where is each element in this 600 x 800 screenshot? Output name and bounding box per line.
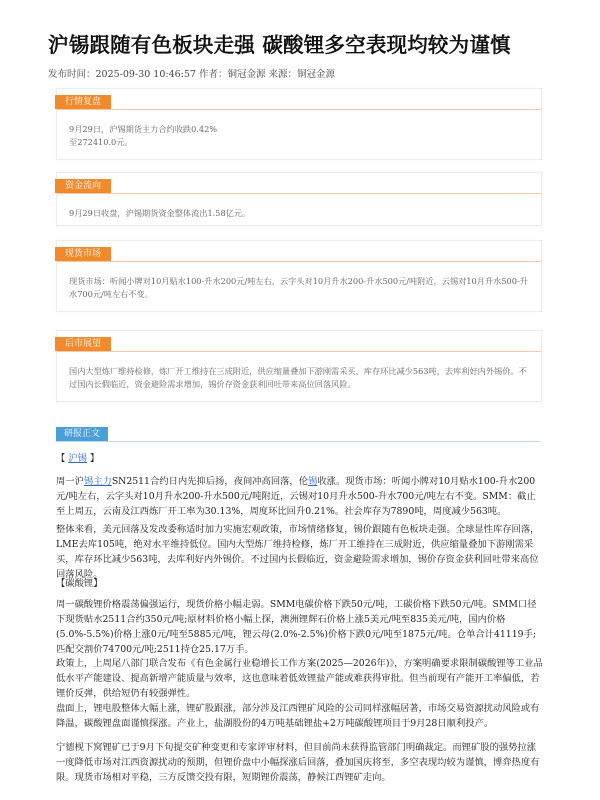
paragraph-2: 整体来看，美元回落及发改委称适时加力实施宏观政策，市场情绪修复，锡价跟随有色板块走强。全球显性库存回落，LME去库105吨，绝对水平维持低位。国内大型炼厂维持检修，炼厂开工维持在三成附近，供应缩量叠加下游刚需采买，库存环比减少563吨，去库利好内外锡价。不过国内长假临近，资金避险需求增加，锡价存资金获利回吐带来高位回落风险。 xyxy=(56,524,540,580)
outlook-box xyxy=(56,330,542,402)
review-box xyxy=(56,88,542,160)
paragraph-4: 政策上，上周尾八部门联合发布《有色金属行业稳增长工作方案(2025—2026年)》，方案明确要求限制碳酸锂等工业品低水平产能建设、提高新增产能质量与效率，这也意味着低效锂盐产能或难获得审批。但当前现有产能开工率偏低，若锂价反弹，供给短仍有较强弹性。 xyxy=(56,658,543,699)
funds-header: 资金流向 xyxy=(55,179,111,193)
funds-text: 9月29日收盘，沪锡期货资金整体流出1.58亿元。 xyxy=(69,208,251,218)
paragraph-6: 宁德枧下窝锂矿已于9月下旬提交矿种变更和专家评审材料，但目前尚未获得监管部门明确裁定。而锂矿股的强势拉涨一度降低市场对江西资源扰动的预期，但锂价盘中小幅探涨后回落，叠加国庆将至，多空表现均较为谨慎，博弈热度有限。现货市场相对平稳，三方反馈交投有限，短期锂价震荡，静候江西锂矿走向。 xyxy=(56,742,540,783)
review-header: 行情复盘 xyxy=(55,95,111,109)
outlook-text: 国内大型炼厂维持检修，炼厂开工维持在三成附近，供应缩量叠加下游刚需采买，库存环比减少563吨，去库利好内外锡价。不过国内长假临近，资金避险需求增加，锡价存资金获利回吐带来高位回落风险。 xyxy=(69,366,527,389)
funds-box xyxy=(56,172,542,226)
tin-main-link[interactable]: 锡主力 xyxy=(83,476,112,487)
tag-tin: 【 沪锡 】 xyxy=(56,453,100,464)
tin-link[interactable]: 沪锡 xyxy=(68,453,87,464)
spot-box xyxy=(56,240,542,312)
outlook-divider xyxy=(57,351,541,352)
spot-divider xyxy=(57,261,541,262)
paragraph-1: 周一沪锡主力SN2511合约日内先抑后扬，夜间冲高回落，伦锡收涨。现货市场：听闻小牌对10月贴水100-升水200元/吨左右，云字头对10月升水200-升水500元/吨附近，云锡对10月升水500-升水700元/吨左右不变。SMM：截止至上周五，云南及江西炼厂开工率为30.13%，周度环比回升0.21%。社会库存为7890吨，周度减少563吨。 xyxy=(56,476,536,517)
spot-text: 现货市场：听闻小牌对10月贴水100-升水200元/吨左右，云字头对10月升水200-升水500元/吨附近，云锡对10月升水500-升水700元/吨左右不变。 xyxy=(69,276,528,299)
body-header: 研报正文 xyxy=(56,427,108,441)
paragraph-3: 周一碳酸锂价格震荡偏强运行，现货价格小幅走弱。SMM电碳价格下跌50元/吨，工碳价格下跌50元/吨。SMM口径下现货贴水2511合约350元/吨;原材料价格小幅上探，澳洲锂辉石价格上涨5美元/吨至835美元/吨，国内价格(5.0%-5.5%)价格上涨0元/吨至5885元/吨，锂云母(2.0%-2.5%)价格下跌0元/吨至1875元/吨。仓单合计41119手;匹配交割价74700元/吨;2511持仓25.17万手。 xyxy=(56,599,537,655)
tag-lithium: 【碳酸锂】 xyxy=(56,578,103,589)
funds-divider xyxy=(57,193,541,194)
paragraph-5: 盘面上，锂电股整体大幅上涨，锂矿股跟涨，部分涉及江西锂矿风险的公司同样涨幅居著，市场交易资源扰动风险或有降温，碳酸锂盘面谨慎探涨。产业上，盐湖股份的4万吨基础锂盐+2万吨碳酸锂项目于9月28日顺利投产。 xyxy=(56,703,540,729)
review-divider xyxy=(57,109,541,110)
article-meta: 发布时间：2025-09-30 10:46:57 作者：铜冠金源 来源：铜冠金源 xyxy=(48,69,335,80)
outlook-header: 后市展望 xyxy=(55,337,111,351)
spot-header: 现货市场 xyxy=(55,247,111,261)
article-title: 沪锡跟随有色板块走强 碳酸锂多空表现均较为谨慎 xyxy=(48,33,511,57)
lme-tin-link[interactable]: 锡 xyxy=(308,476,318,487)
body-divider xyxy=(56,441,540,442)
review-text: 9月29日，沪锡期货主力合约收跌0.42%至272410.0元。 xyxy=(69,124,218,147)
